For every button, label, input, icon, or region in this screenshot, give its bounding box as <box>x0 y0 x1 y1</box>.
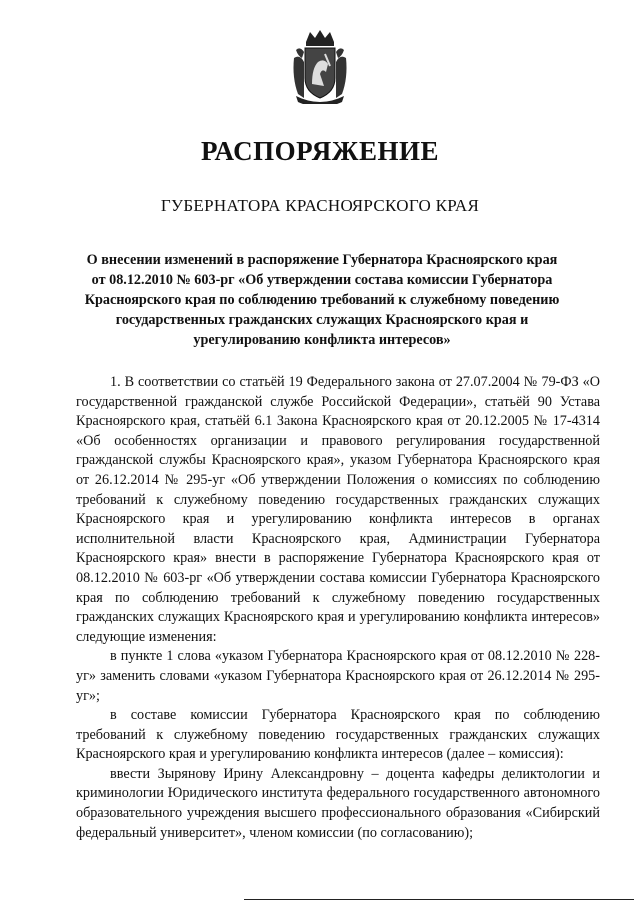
subject-line: О внесении изменений в распоряжение Губернатора Красноярского края <box>86 252 558 268</box>
subject-line: от 08.12.2010 № 603-рг «Об утверждении состава комиссии Губернатора <box>91 272 553 288</box>
coat-of-arms-icon <box>292 28 348 104</box>
subject-line: государственных гражданских служащих Красноярского края и <box>115 312 529 328</box>
body-paragraph: 1. В соответствии со статьёй 19 Федерального закона от 27.07.2004 № 79-ФЗ «О государственной гражданской службе Российской Федерации», статьёй 90 Устава Красноярского края, статьёй 6.1 Закона Красноярского края от 20.12.2005 № 17-4314 «Об особенностях организации и правового регулирования государственной гражданской службы Красноярского края», указом Губернатора Красноярского края от 26.12.2014 № 295-уг «Об утверждении Положения о комиссиях по соблюдению требований к служебному поведению государственных гражданских служащих Красноярского края и урегулированию конфликта интересов в органах исполнительной власти Красноярского края, Администрации Губернатора Красноярского края» внести в распоряжение Губернатора Красноярского края от 08.12.2010 № 603-рг «Об утверждении состава комиссии Губернатора Красноярского края по соблюдению требований к служебному поведению государственных гражданских служащих Красноярского края и урегулированию конфликта интересов» следующие изменения: <box>76 374 600 645</box>
subject-line: Красноярского края по соблюдению требований к служебному поведению <box>84 292 560 308</box>
footer-divider <box>244 899 634 900</box>
body-paragraph: в пункте 1 слова «указом Губернатора Красноярского края от 08.12.2010 № 228-уг» заменить словами «указом Губернатора Красноярского края от 26.12.2014 № 295-уг»; <box>76 648 600 704</box>
document-subject <box>80 250 564 350</box>
body-paragraph: ввести Зырянову Ирину Александровну – доцента кафедры деликтологии и криминологии Юридического института федерального государственного автономного образовательного учреждения высшего профессионального образования «Сибирский федеральный университет», членом комиссии (по согласованию); <box>76 765 600 841</box>
document-type-heading: РАСПОРЯЖЕНИЕ <box>200 136 440 166</box>
issuing-authority: ГУБЕРНАТОРА КРАСНОЯРСКОГО КРАЯ <box>160 196 480 215</box>
body-paragraph: в составе комиссии Губернатора Красноярского края по соблюдению требований к служебному поведению государственных гражданских служащих Красноярского края и урегулированию конфликта интересов (далее – комиссия): <box>76 707 600 763</box>
document-body <box>76 373 600 843</box>
subject-line: урегулированию конфликта интересов» <box>193 332 451 348</box>
